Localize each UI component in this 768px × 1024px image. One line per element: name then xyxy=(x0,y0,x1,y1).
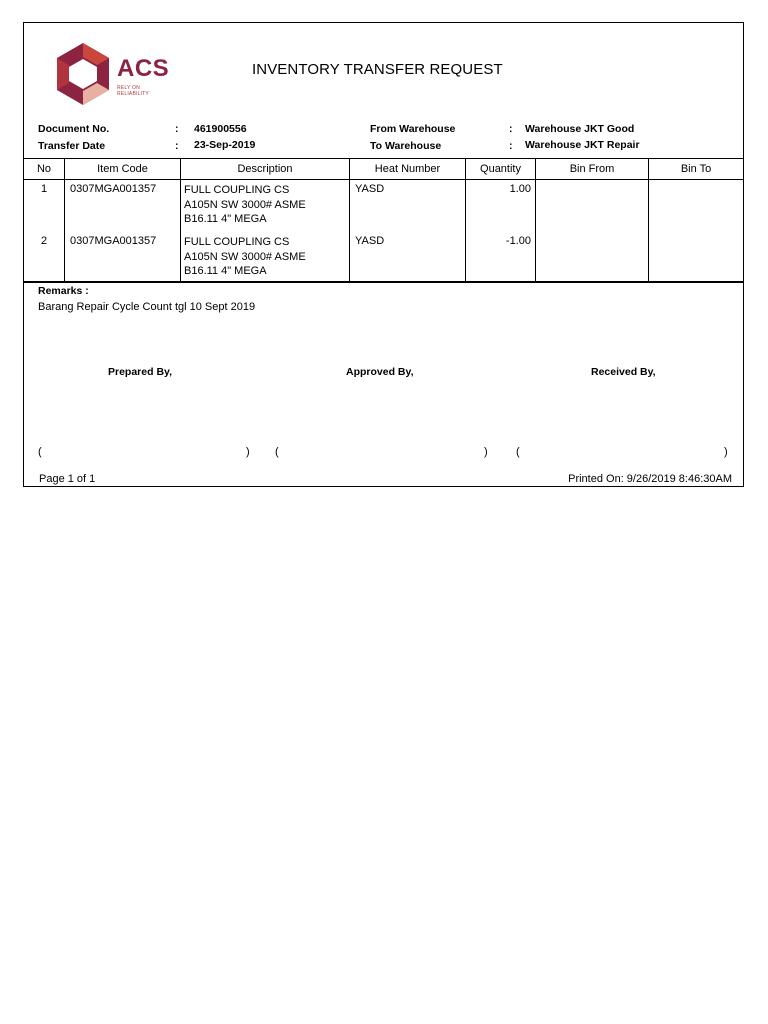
col-item-code: Item Code xyxy=(65,159,181,180)
prepared-sign-open: ( xyxy=(38,446,42,458)
logo-tagline: RELY ON RELIABILITY xyxy=(117,85,149,97)
desc-line: B16.11 4" MEGA xyxy=(184,265,267,277)
to-warehouse-colon: : xyxy=(509,140,513,152)
col-no: No xyxy=(24,159,65,180)
approved-sign-close: ) xyxy=(484,446,488,458)
to-warehouse-value: Warehouse JKT Repair xyxy=(525,139,640,151)
remarks-text: Barang Repair Cycle Count tgl 10 Sept 2019 xyxy=(38,301,256,313)
desc-line: FULL COUPLING CS xyxy=(184,236,290,248)
from-warehouse-value: Warehouse JKT Good xyxy=(525,123,635,135)
doc-no-value: 461900556 xyxy=(194,123,247,135)
table-row xyxy=(24,180,743,233)
transfer-date-value: 23-Sep-2019 xyxy=(194,139,256,151)
transfer-date-label: Transfer Date xyxy=(38,140,106,152)
col-bin-from: Bin From xyxy=(536,159,649,180)
row-item-code: 0307MGA001357 xyxy=(65,232,181,282)
desc-line: A105N SW 3000# ASME xyxy=(184,198,306,211)
row-bin-to xyxy=(649,180,744,233)
row-bin-from xyxy=(536,180,649,233)
from-warehouse-colon: : xyxy=(509,123,513,135)
from-warehouse-label: From Warehouse xyxy=(370,123,456,135)
table-header-row xyxy=(24,159,743,180)
received-by-label: Received By, xyxy=(591,366,656,378)
desc-line: A105N SW 3000# ASME xyxy=(184,250,306,263)
printed-on: Printed On: 9/26/2019 8:46:30AM xyxy=(568,473,732,485)
row-description xyxy=(181,180,350,233)
doc-no-colon: : xyxy=(175,123,179,135)
row-description xyxy=(181,232,350,282)
row-heat-number: YASD xyxy=(350,232,466,282)
row-item-code: 0307MGA001357 xyxy=(65,180,181,233)
page-number: Page 1 of 1 xyxy=(39,473,96,485)
col-description: Description xyxy=(181,159,350,180)
received-sign-close: ) xyxy=(724,446,728,458)
prepared-sign-close: ) xyxy=(246,446,250,458)
document-title: INVENTORY TRANSFER REQUEST xyxy=(252,61,503,78)
row-bin-from xyxy=(536,232,649,282)
row-bin-to xyxy=(649,232,744,282)
table-row xyxy=(24,232,743,282)
row-no: 2 xyxy=(24,232,65,282)
row-no: 1 xyxy=(40,183,48,195)
approved-sign-open: ( xyxy=(275,446,279,458)
col-quantity: Quantity xyxy=(466,159,536,180)
company-logo xyxy=(53,41,173,111)
transfer-date-colon: : xyxy=(175,140,179,152)
to-warehouse-label: To Warehouse xyxy=(370,140,442,152)
row-quantity: -1.00 xyxy=(466,232,536,282)
received-sign-open: ( xyxy=(516,446,520,458)
row-heat-number: YASD xyxy=(350,180,466,233)
items-table xyxy=(24,158,743,283)
logo-mark-icon xyxy=(53,41,113,107)
logo-name: ACS xyxy=(117,55,170,82)
remarks-label: Remarks : xyxy=(38,285,89,297)
prepared-by-label: Prepared By, xyxy=(108,366,172,378)
doc-no-label: Document No. xyxy=(38,123,110,135)
row-quantity: 1.00 xyxy=(466,180,536,233)
transfer-request-document xyxy=(23,22,744,487)
desc-line: FULL COUPLING CS xyxy=(184,184,290,196)
col-bin-to: Bin To xyxy=(649,159,744,180)
approved-by-label: Approved By, xyxy=(346,366,414,378)
col-heat-number: Heat Number xyxy=(350,159,466,180)
desc-line: B16.11 4" MEGA xyxy=(184,213,267,225)
